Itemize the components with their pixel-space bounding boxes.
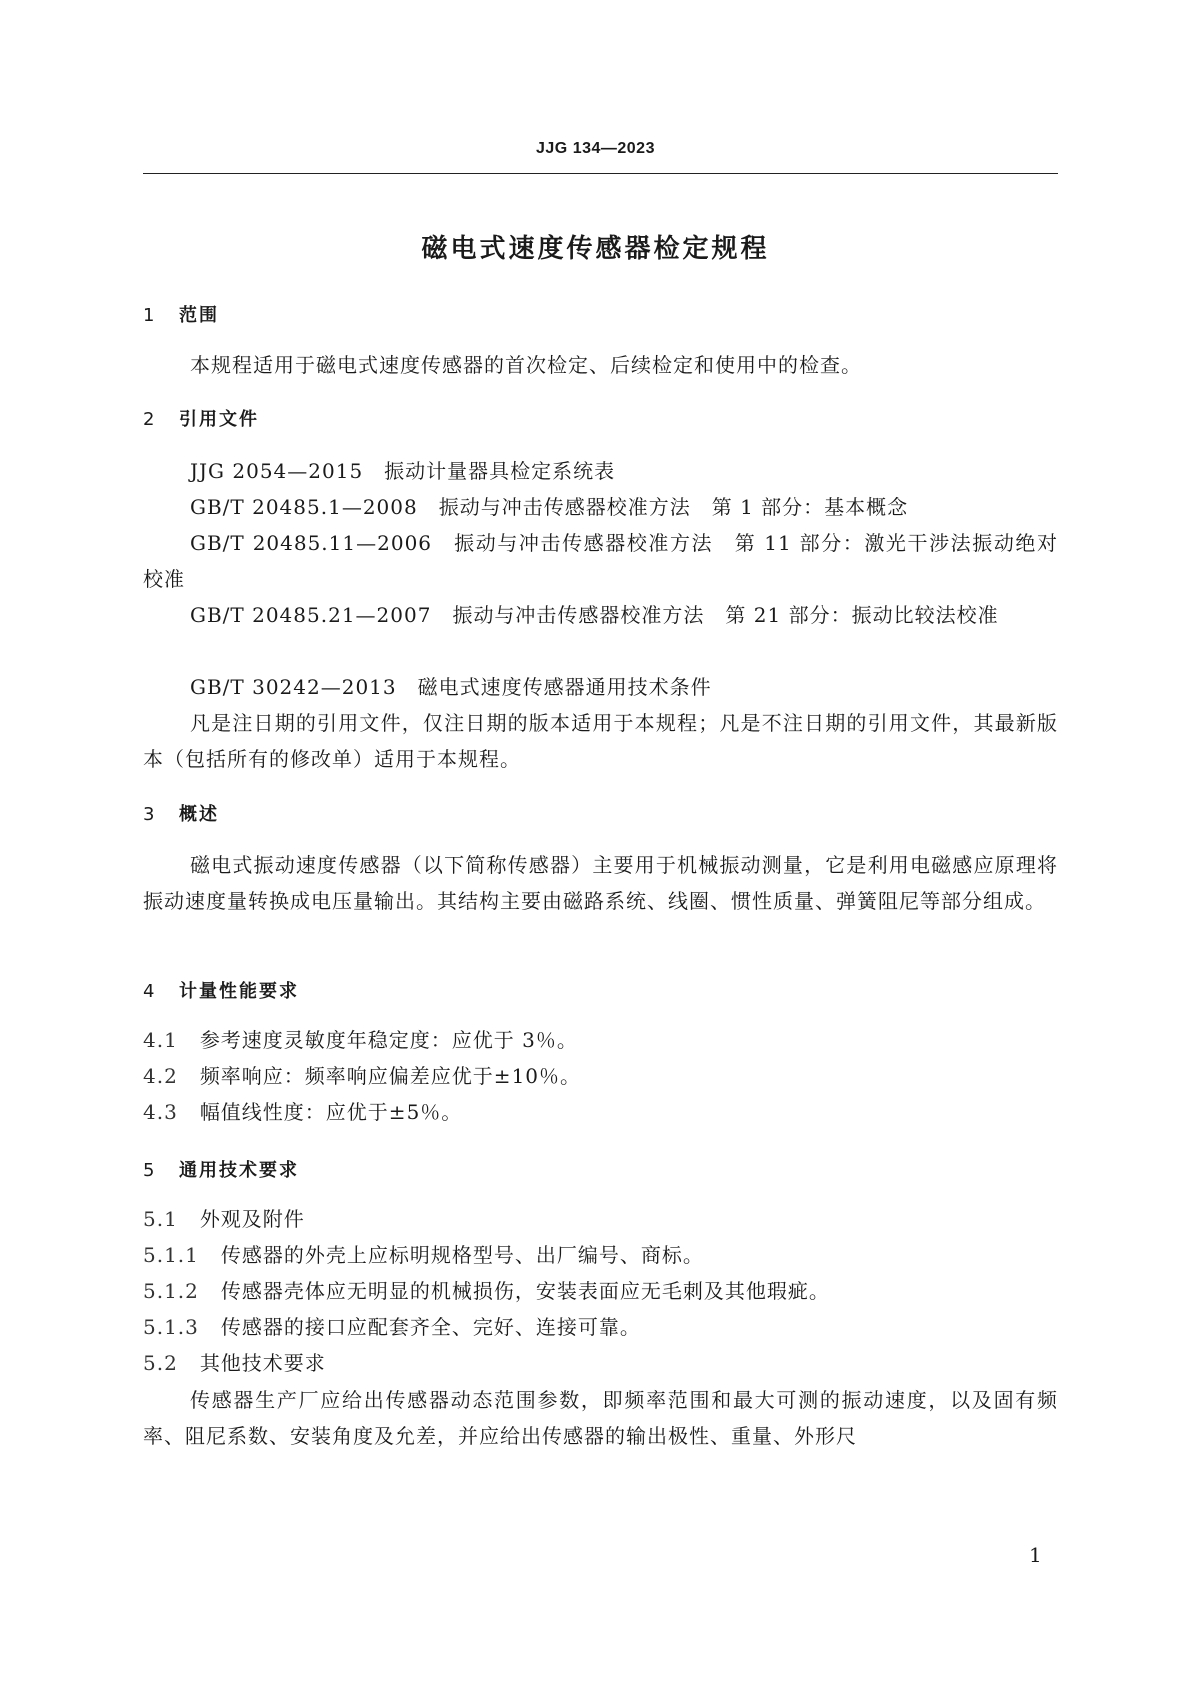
clause-text: 其他技术要求	[199, 1351, 326, 1375]
section-3-heading	[143, 800, 219, 826]
section-number: 4	[143, 981, 157, 1002]
section-5-paragraph: 传感器生产厂应给出传感器动态范围参数，即频率范围和最大可测的振动速度，以及固有频率、阻尼系数、安装角度及允差，并应给出传感器的输出极性、重量、外形尺	[143, 1388, 1058, 1448]
clause-4-2	[143, 1060, 581, 1089]
section-4-heading	[143, 977, 299, 1003]
reference-item: JJG 2054—2015 振动计量器具检定系统表	[190, 459, 616, 483]
section-title: 引用文件	[179, 409, 259, 430]
clause-number: 4.3	[143, 1100, 178, 1124]
clause-4-1	[143, 1024, 578, 1053]
clause-text: 传感器的外壳上应标明规格型号、出厂编号、商标。	[220, 1243, 704, 1267]
clause-text: 幅值线性度：应优于±5％。	[199, 1100, 463, 1124]
clause-number: 5.1.2	[143, 1279, 199, 1303]
clause-number: 4.2	[143, 1064, 178, 1088]
clause-number: 5.2	[143, 1351, 178, 1375]
clause-text: 外观及附件	[199, 1207, 305, 1231]
section-title: 计量性能要求	[179, 981, 299, 1002]
section-1-paragraph: 本规程适用于磁电式速度传感器的首次检定、后续检定和使用中的检查。	[190, 353, 862, 377]
clause-5-1-1	[143, 1239, 704, 1268]
document-title: 磁电式速度传感器检定规程	[421, 234, 770, 264]
section-number: 2	[143, 409, 157, 430]
clause-5-1	[143, 1203, 305, 1232]
clause-5-1-2	[143, 1275, 830, 1304]
reference-item: GB/T 20485.1—2008 振动与冲击传感器校准方法 第 1 部分：基本概念	[190, 495, 909, 519]
section-title: 通用技术要求	[179, 1160, 299, 1181]
reference-item: GB/T 30242—2013 磁电式速度传感器通用技术条件	[190, 675, 712, 699]
header-rule	[143, 173, 1058, 174]
reference-note: 凡是注日期的引用文件，仅注日期的版本适用于本规程；凡是不注日期的引用文件，其最新版本（包括所有的修改单）适用于本规程。	[143, 711, 1058, 771]
standard-code: JJG 134—2023	[536, 140, 655, 157]
clause-5-1-3	[143, 1311, 641, 1340]
clause-number: 4.1	[143, 1028, 178, 1052]
clause-number: 5.1	[143, 1207, 178, 1231]
clause-text: 参考速度灵敏度年稳定度：应优于 3％。	[199, 1028, 578, 1052]
clause-text: 频率响应：频率响应偏差应优于±10％。	[199, 1064, 582, 1088]
reference-item: GB/T 20485.21—2007 振动与冲击传感器校准方法 第 21 部分：振动比较法校准	[190, 603, 999, 627]
section-title: 概述	[179, 804, 219, 825]
section-5-heading	[143, 1156, 299, 1182]
section-2-heading	[143, 405, 259, 431]
section-number: 3	[143, 804, 157, 825]
clause-number: 5.1.3	[143, 1315, 199, 1339]
section-title: 范围	[179, 305, 219, 326]
clause-4-3	[143, 1096, 462, 1125]
page-number: 1	[1029, 1543, 1042, 1567]
clause-5-2	[143, 1347, 326, 1376]
section-3-paragraph: 磁电式振动速度传感器（以下简称传感器）主要用于机械振动测量，它是利用电磁感应原理将振动速度量转换成电压量输出。其结构主要由磁路系统、线圈、惯性质量、弹簧阻尼等部分组成。	[143, 853, 1058, 913]
section-1-heading	[143, 301, 219, 327]
reference-item: GB/T 20485.11—2006 振动与冲击传感器校准方法 第 11 部分：激光干涉法振动绝对校准	[143, 531, 1058, 591]
section-number: 5	[143, 1160, 157, 1181]
section-number: 1	[143, 305, 157, 326]
clause-text: 传感器壳体应无明显的机械损伤，安装表面应无毛刺及其他瑕疵。	[220, 1279, 830, 1303]
clause-number: 5.1.1	[143, 1243, 199, 1267]
clause-text: 传感器的接口应配套齐全、完好、连接可靠。	[220, 1315, 641, 1339]
